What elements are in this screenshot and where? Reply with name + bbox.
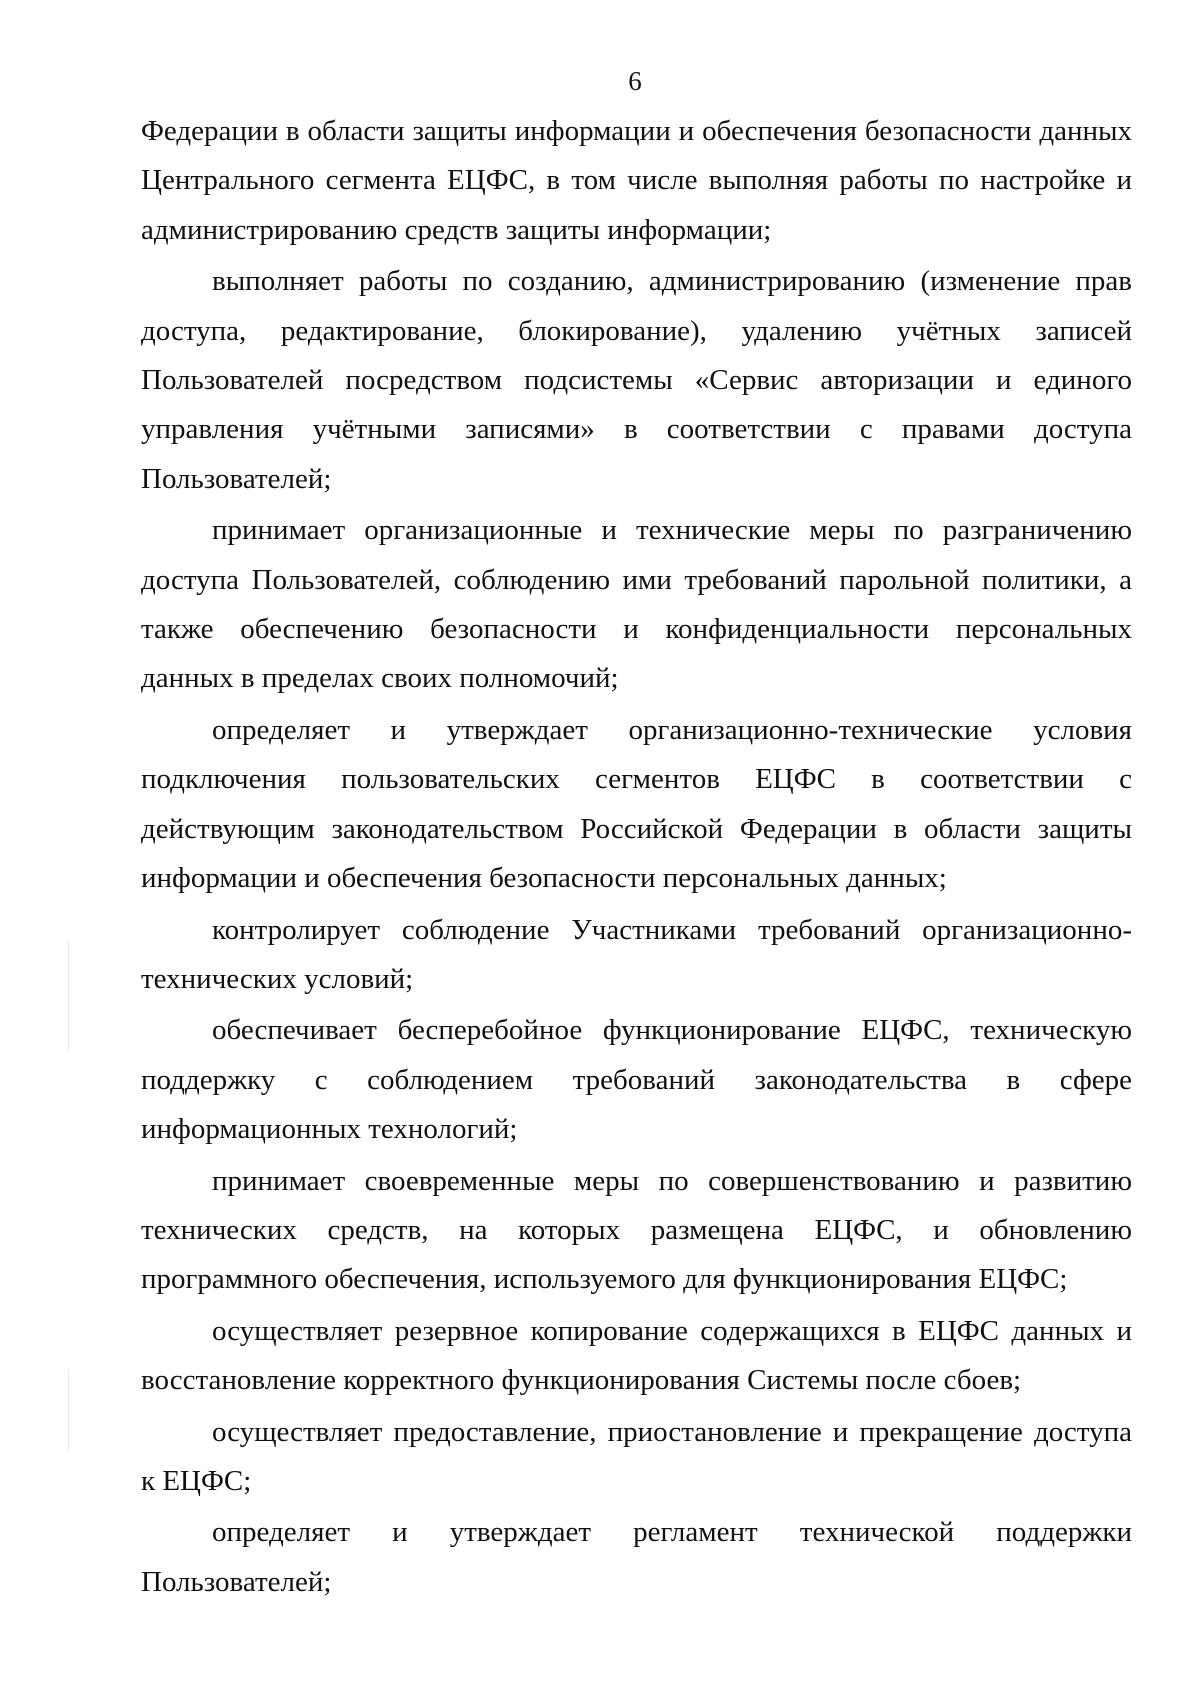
paragraph: контролирует соблюдение Участниками требований организационно-технических условий; — [141, 913, 1132, 995]
paragraph: принимает своевременные меры по совершенствованию и развитию технических средств, на которых размещена ЕЦФС, и обновлению программного обеспечения, используемого для функционирования ЕЦФС; — [141, 1164, 1132, 1296]
paragraph: выполняет работы по созданию, администрированию (изменение прав доступа, редактирование, блокирование), удалению учётных записей Пользователей посредством подсистемы «Сервис авторизации и единого управления учётными записями» в соответствии с правами доступа Пользователей; — [141, 265, 1132, 495]
scan-edge-line — [68, 1370, 69, 1450]
page-number: 6 — [628, 66, 642, 96]
paragraph: осуществляет резервное копирование содержащихся в ЕЦФС данных и восстановление корректного функционирования Системы после сбоев; — [141, 1314, 1132, 1397]
document-body — [141, 107, 1132, 1609]
paragraph: Федерации в области защиты информации и обеспечения безопасности данных Центрального сегмента ЕЦФС, в том числе выполняя работы по настройке и администрированию средств защиты информации; — [141, 115, 1132, 246]
paragraph: принимает организационные и технические меры по разграничению доступа Пользователей, соблюдению ими требований парольной политики, а также обеспечению безопасности и конфиденциальности персональных данных в пределах своих полномочий; — [141, 514, 1132, 695]
paragraph: определяет и утверждает регламент технической поддержки Пользователей; — [141, 1516, 1132, 1598]
paragraph: обеспечивает бесперебойное функционирование ЕЦФС, техническую поддержку с соблюдением требований законодательства в сфере информационных технологий; — [141, 1014, 1132, 1146]
paragraph: осуществляет предоставление, приостановление и прекращение доступа к ЕЦФС; — [141, 1415, 1132, 1497]
scan-edge-line — [68, 940, 69, 1050]
paragraph: определяет и утверждает организационно-технические условия подключения пользовательских сегментов ЕЦФС в соответствии с действующим законодательством Российской Федерации в области защиты информации и обеспечения безопасности персональных данных; — [141, 713, 1132, 895]
